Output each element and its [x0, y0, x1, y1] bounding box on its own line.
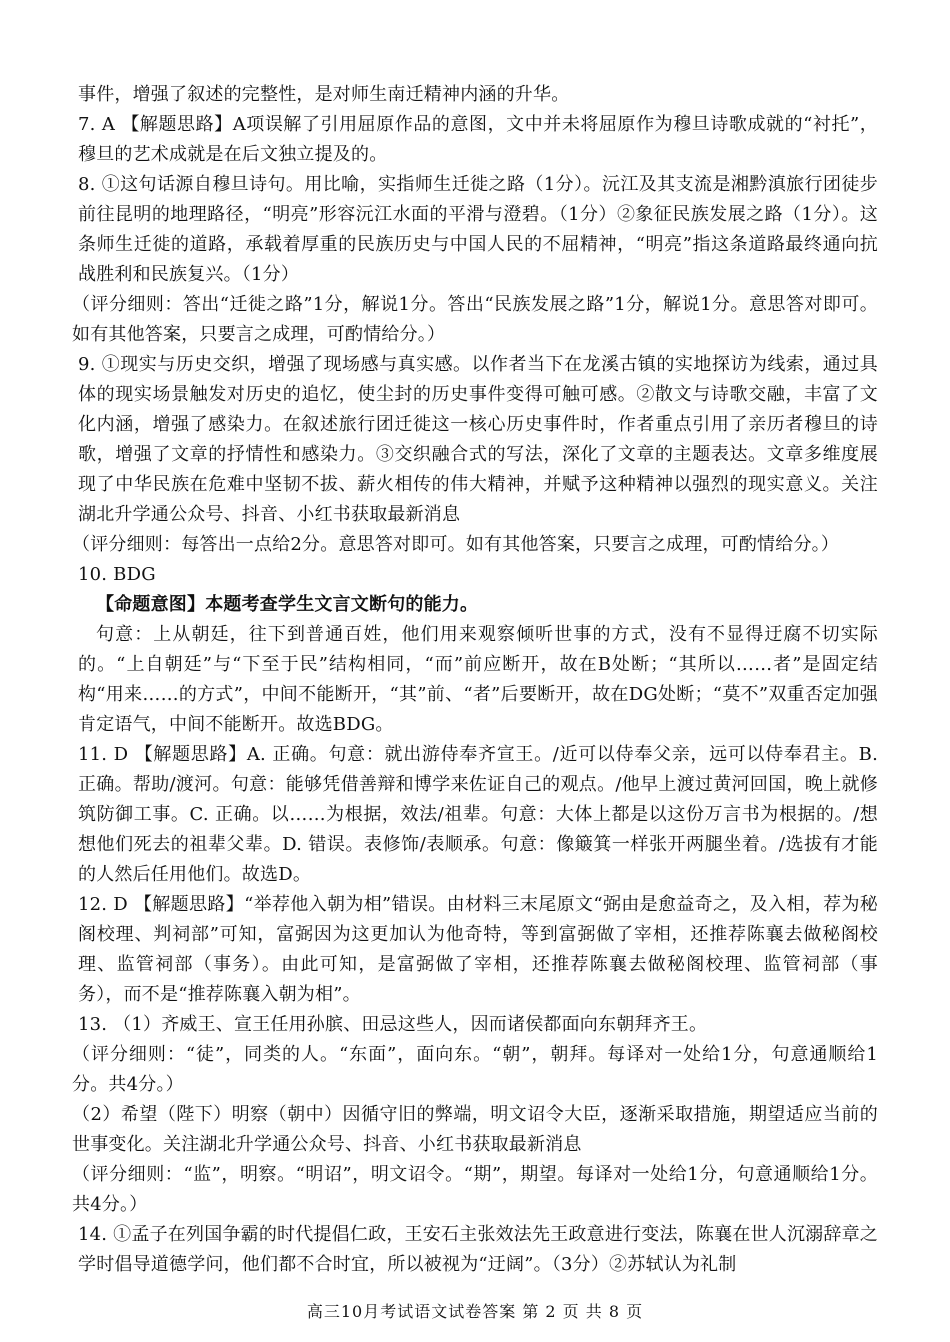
answer-14: 14. ①孟子在列国争霸的时代提倡仁政，王安石主张效法先王政意进行变法，陈襄在世人沉溺辞章之学时倡导道德学问，他们都不合时宜，所以被视为“迂阔”。（3分）②苏轼认为礼制	[78, 1224, 878, 1275]
answer-10-explanation: 句意：上从朝廷，往下到普通百姓，他们用来观察倾听世事的方式，没有不显得迂腐不切实际的。“上自朝廷”与“下至于民”结构相同，“而”前应断开，故在B处断；“其所以……者”是固定结构“用来……的方式”，中间不能断开，“其”前、“者”后要断开，故在DG处断；“莫不”双重否定加强肯定语气，中间不能断开。故选BDG。	[78, 624, 878, 735]
answer-13-1: 13. （1）齐威王、宣王任用孙膑、田忌这些人，因而诸侯都面向东朝拜齐王。	[78, 1014, 708, 1035]
scoring-note-13-2: （评分细则：“监”，明察。“明诏”，明文诏令。“期”，期望。每译对一处给1分，句意通顺给1分。共4分。）	[72, 1164, 878, 1215]
paragraph-cont-6: 事件，增强了叙述的完整性，是对师生南迁精神内涵的升华。	[78, 84, 570, 105]
page-footer: 高三10月考试语文试卷答案 第 2 页 共 8 页	[306, 1302, 644, 1321]
answer-13-2: （2）希望（陛下）明察（朝中）因循守旧的弊端，明文诏令大臣，逐渐采取措施，期望适应当前的世事变化。关注湖北升学通公众号、抖音、小红书获取最新消息	[72, 1104, 878, 1155]
answer-11: 11. D 【解题思路】A. 正确。句意：就出游侍奉齐宣王。/近可以侍奉父亲，远可以侍奉君主。B. 正确。帮助/渡河。句意：能够凭借善辩和博学来佐证自己的观点。/他早上渡过黄河回国，晚上就修筑防御工事。C. 正确。以……为根据，效法/祖辈。句意：大体上都是以这份万言书为根据的。/想想他们死去的祖辈父辈。D. 错误。表修饰/表顺承。句意：像簸箕一样张开两腿坐着。/选拔有才能的人然后任用他们。故选D。	[78, 744, 878, 885]
answer-7: 7. A 【解题思路】A项误解了引用屈原作品的意图，文中并未将屈原作为穆旦诗歌成就的“衬托”，穆旦的艺术成就是在后文独立提及的。	[78, 114, 878, 165]
answer-12: 12. D 【解题思路】“举荐他入朝为相”错误。由材料三末尾原文“弼由是愈益奇之，及入相，荐为秘阁校理、判祠部”可知，富弼因为这更加认为他奇特，等到富弼做了宰相，还推荐陈襄去做秘阁校理、监管祠部（事务）。由此可知，是富弼做了宰相，还推荐陈襄去做秘阁校理、监管祠部（事务），而不是“推荐陈襄入朝为相”。	[78, 894, 878, 1005]
scoring-note-8: （评分细则：答出“迁徙之路”1分，解说1分。答出“民族发展之路”1分，解说1分。意思答对即可。如有其他答案，只要言之成理，可酌情给分。）	[72, 294, 878, 345]
answer-8: 8. ①这句话源自穆旦诗句。用比喻，实指师生迁徙之路（1分）。沅江及其支流是湘黔滇旅行团徒步前往昆明的地理路径，“明亮”形容沅江水面的平滑与澄碧。（1分）②象征民族发展之路（1分）。这条师生迁徙的道路，承载着厚重的民族历史与中国人民的不屈精神，“明亮”指这条道路最终通向抗战胜利和民族复兴。（1分）	[78, 174, 878, 285]
answer-10-intent: 【命题意图】本题考查学生文言文断句的能力。	[96, 594, 479, 615]
answer-9: 9. ①现实与历史交织，增强了现场感与真实感。以作者当下在龙溪古镇的实地探访为线索，通过具体的现实场景触发对历史的追忆，使尘封的历史事件变得可触可感。②散文与诗歌交融，丰富了文化内涵，增强了感染力。在叙述旅行团迁徙这一核心历史事件时，作者重点引用了亲历者穆旦的诗歌，增强了文章的抒情性和感染力。③交织融合式的写法，深化了文章的主题表达。文章多维度展现了中华民族在危难中坚韧不拔、薪火相传的伟大精神，并赋予这种精神以强烈的现实意义。关注湖北升学通公众号、抖音、小红书获取最新消息	[78, 354, 878, 525]
scoring-note-9: （评分细则：每答出一点给2分。意思答对即可。如有其他答案，只要言之成理，可酌情给分。）	[72, 534, 840, 555]
answer-document	[72, 80, 878, 1280]
scoring-note-13-1: （评分细则：“徒”，同类的人。“东面”，面向东。“朝”，朝拜。每译对一处给1分，句意通顺给1分。共4分。）	[72, 1044, 878, 1095]
answer-10: 10. BDG	[78, 564, 156, 585]
